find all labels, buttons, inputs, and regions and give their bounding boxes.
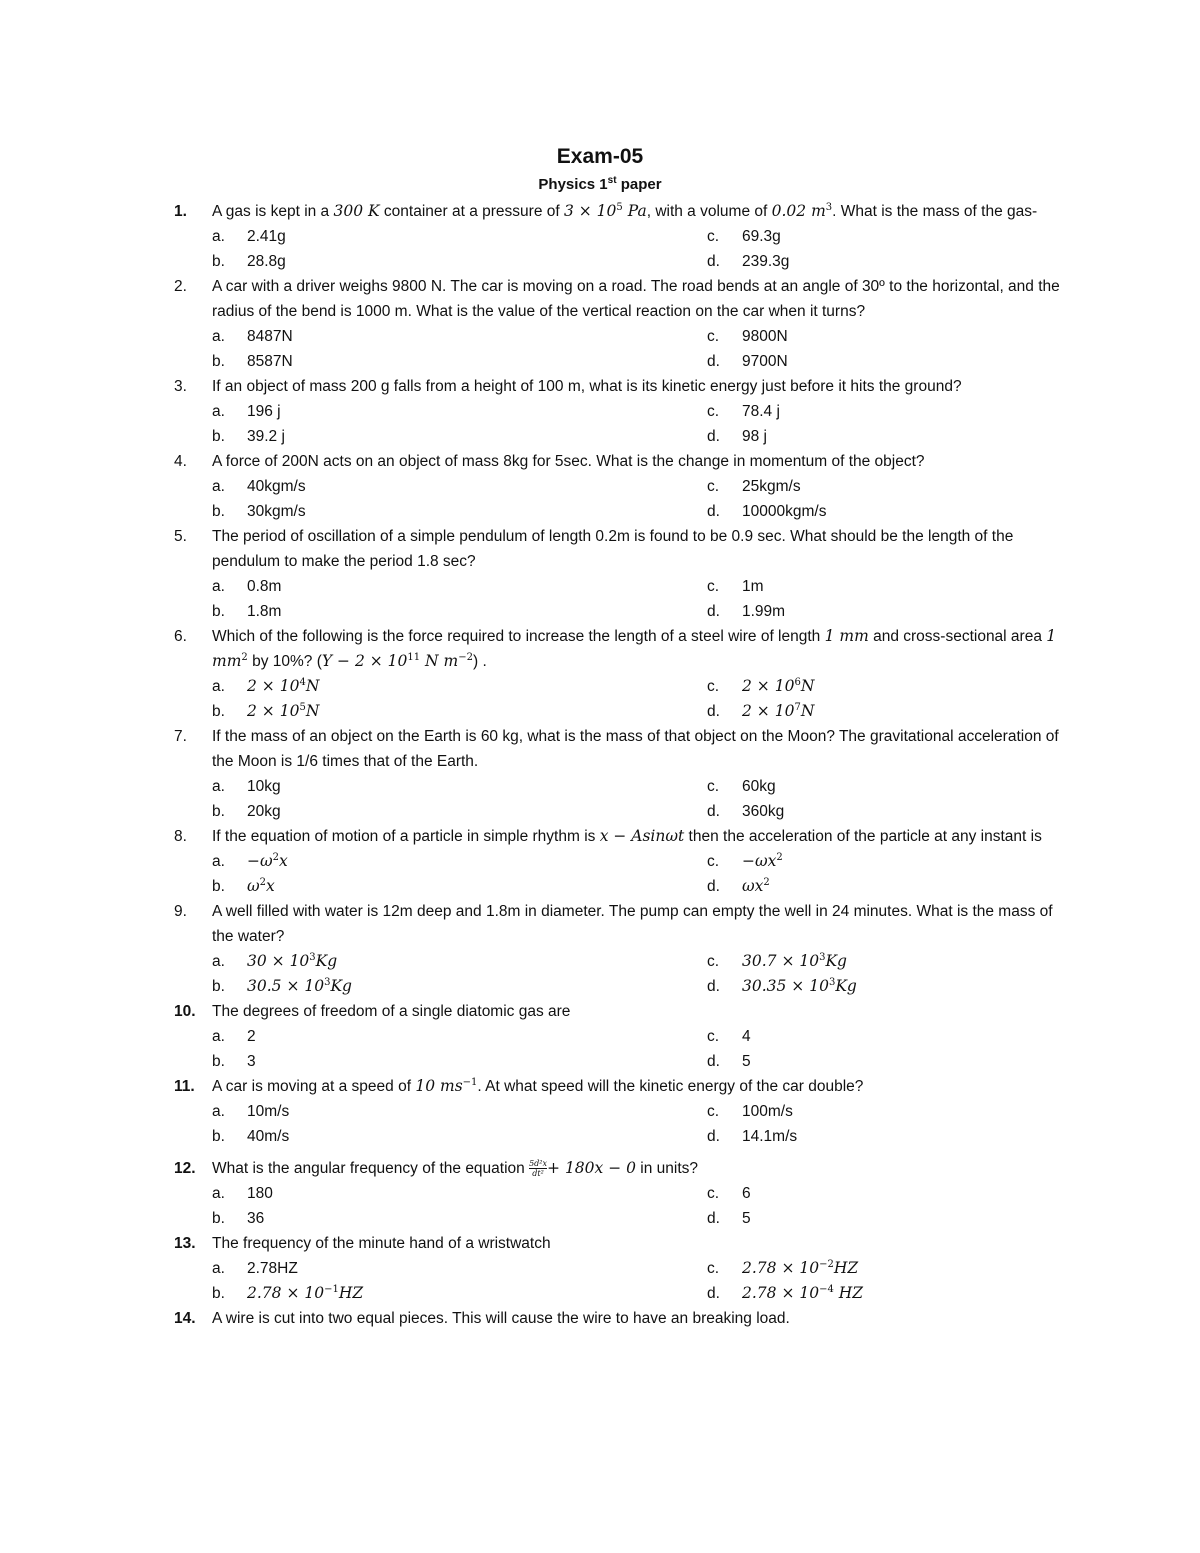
option[interactable]: b. $30.5 \times 10^3Kg$ [212,976,352,995]
question-stem: A gas is kept in a 300 K container at a pressure of $3 \times 10^5$ Pa, with a volume of 0.02 $m^3$. What is the mass of the gas- [212,201,1038,220]
option[interactable]: d. 360kg [707,803,785,820]
exam-subtitle: Physics 1st paper [538,175,662,193]
option-grid [212,674,1200,724]
option[interactable]: b. 36 [212,1210,265,1227]
question-number: 5. [174,528,187,545]
question-8 [0,824,1062,899]
question-number: 9. [174,903,187,920]
option-grid [212,1024,1200,1074]
option[interactable]: d. 9700N [707,353,788,370]
option[interactable]: d. 1.99m [707,603,786,620]
option[interactable]: c. 25kgm/s [707,478,801,495]
option-grid [212,574,1200,624]
option[interactable]: c. 4 [707,1028,751,1045]
option[interactable]: b. 40m/s [212,1128,290,1145]
option[interactable]: b. 28.8g [212,253,286,270]
question-number: 4. [174,453,187,470]
option[interactable]: b. 3 [212,1053,256,1070]
question-14 [0,1306,1062,1331]
fraction: $\frac{\text{5d²x}}{\text{dt²}}$ [529,1159,548,1179]
option[interactable]: c. 78.4 j [707,403,780,420]
question-stem: A well filled with water is 12m deep and 1.8m in diameter. The pump can empty the well in 24 minutes. What is the mass of the water? [212,903,1053,945]
question-stem: A car is moving at a speed of 10 $ms^{-1}$. At what speed will the kinetic energy of the car double? [212,1076,864,1095]
option[interactable]: d. $2.78 \times 10^{-4}$ HZ [707,1283,864,1302]
option[interactable]: d. 10000kgm/s [707,503,827,520]
option[interactable]: c. $2.78 \times 10^{-2}HZ$ [707,1258,859,1277]
question-number: 10. [174,1003,196,1020]
question-7 [0,724,1062,824]
option[interactable]: b. $2 \times 10^5N$ [212,701,320,720]
option-grid [212,399,1200,449]
option-grid [212,324,1200,374]
question-number: 6. [174,628,187,645]
option[interactable]: c. 9800N [707,328,788,345]
question-stem: A car with a driver weighs 9800 N. The car is moving on a road. The road bends at an angle of 30º to the horizontal, and the radius of the bend is 1000 m. What is the value of the vertical reaction on the car when it turns? [212,278,1060,320]
option[interactable]: a. $-\omega^2x$ [212,851,288,870]
option[interactable]: d. 5 [707,1210,751,1227]
question-stem: Which of the following is the force required to increase the length of a steel wire of length 1 mm and cross-sectional area 1 $mm^2$ by 10%? ($Y - 2 \times 10^{11}$ N $m^{-2}$) . [212,627,1057,670]
question-stem: The period of oscillation of a simple pendulum of length 0.2m is found to be 0.9 sec. What should be the length of the pendulum to make the period 1.8 sec? [212,528,1014,570]
option[interactable]: b. 1.8m [212,603,282,620]
option[interactable]: d. 5 [707,1053,751,1070]
question-stem: A force of 200N acts on an object of mass 8kg for 5sec. What is the change in momentum of the object? [212,453,925,470]
question-stem: A wire is cut into two equal pieces. This will cause the wire to have an breaking load. [212,1310,790,1327]
question-number: 12. [174,1160,196,1177]
question-10 [0,999,1062,1074]
option[interactable]: c. 69.3g [707,228,781,245]
option[interactable]: c. 1m [707,578,764,595]
question-number: 7. [174,728,187,745]
option[interactable]: c. 6 [707,1185,751,1202]
question-11 [0,1074,1062,1149]
option[interactable]: c. $2 \times 10^6N$ [707,676,815,695]
question-3 [0,374,1062,449]
option[interactable]: a. 8487N [212,328,293,345]
option[interactable]: d. $2 \times 10^7N$ [707,701,815,720]
option[interactable]: b. 8587N [212,353,293,370]
option[interactable]: b. $2.78 \times 10^{-1}HZ$ [212,1283,364,1302]
question-stem: The frequency of the minute hand of a wristwatch [212,1235,551,1252]
option[interactable]: a. $30 \times 10^3Kg$ [212,951,338,970]
question-1 [0,199,1062,274]
question-9 [0,899,1062,999]
option[interactable]: c. 60kg [707,778,776,795]
option-grid [212,1099,1200,1149]
option[interactable]: d. $30.35 \times 10^3Kg$ [707,976,857,995]
question-number: 1. [174,203,187,220]
option[interactable]: b. 20kg [212,803,281,820]
question-2 [0,274,1062,374]
option-grid [212,474,1200,524]
question-list [0,199,1200,1331]
question-5 [0,524,1062,624]
question-number: 11. [174,1078,195,1095]
exam-title: Exam-05 [556,145,644,168]
option[interactable]: c. $-\omega x^2$ [707,851,783,870]
option[interactable]: a. 10kg [212,778,281,795]
option[interactable]: d. 98 j [707,428,767,445]
option[interactable]: d. 239.3g [707,253,790,270]
option[interactable]: a. 196 j [212,403,281,420]
option[interactable]: a. 40kgm/s [212,478,306,495]
spacer [0,1149,1200,1156]
question-number: 3. [174,378,187,395]
option[interactable]: d. 14.1m/s [707,1128,798,1145]
option[interactable]: a. 2 [212,1028,256,1045]
question-stem: If an object of mass 200 g falls from a height of 100 m, what is its kinetic energy just before it hits the ground? [212,378,962,395]
option-grid [212,949,1200,999]
question-stem: The degrees of freedom of a single diatomic gas are [212,1003,571,1020]
option[interactable]: a. 180 [212,1185,273,1202]
question-stem: What is the angular frequency of the equation $\frac{\text{5d²x}}{\text{dt²}}$ + 180x − 0 in units? [212,1159,699,1179]
question-stem: If the equation of motion of a particle in simple rhythm is x − Asinωt then the acceleration of the particle at any instant is [212,827,1042,845]
question-13 [0,1231,1062,1306]
option[interactable]: d. $\omega x^2$ [707,876,770,895]
question-number: 2. [174,278,187,295]
option[interactable]: a. $2 \times 10^4N$ [212,676,320,695]
question-number: 14. [174,1310,196,1327]
option-grid [212,1181,1200,1231]
question-stem: If the mass of an object on the Earth is 60 kg, what is the mass of that object on the Moon? The gravitational acceleration of the Moon is 1/6 times that of the Earth. [212,728,1059,770]
option[interactable]: b. $\omega^2x$ [212,876,275,895]
option-grid [212,849,1200,899]
option[interactable]: a. 10m/s [212,1103,290,1120]
option[interactable]: b. 30kgm/s [212,503,306,520]
question-number: 8. [174,828,187,845]
option[interactable]: b. 39.2 j [212,428,285,445]
option-grid [212,774,1200,824]
question-number: 13. [174,1235,196,1252]
option-grid [212,224,1200,274]
question-4 [0,449,1062,524]
option[interactable]: a. 2.41g [212,228,286,245]
option-grid [212,1256,1200,1306]
option[interactable]: c. $30.7 \times 10^3Kg$ [707,951,847,970]
option[interactable]: c. 100m/s [707,1103,793,1120]
question-6 [0,624,1062,724]
option[interactable]: a. 0.8m [212,578,282,595]
option[interactable]: a. 2.78HZ [212,1260,298,1277]
question-12 [0,1156,1062,1231]
